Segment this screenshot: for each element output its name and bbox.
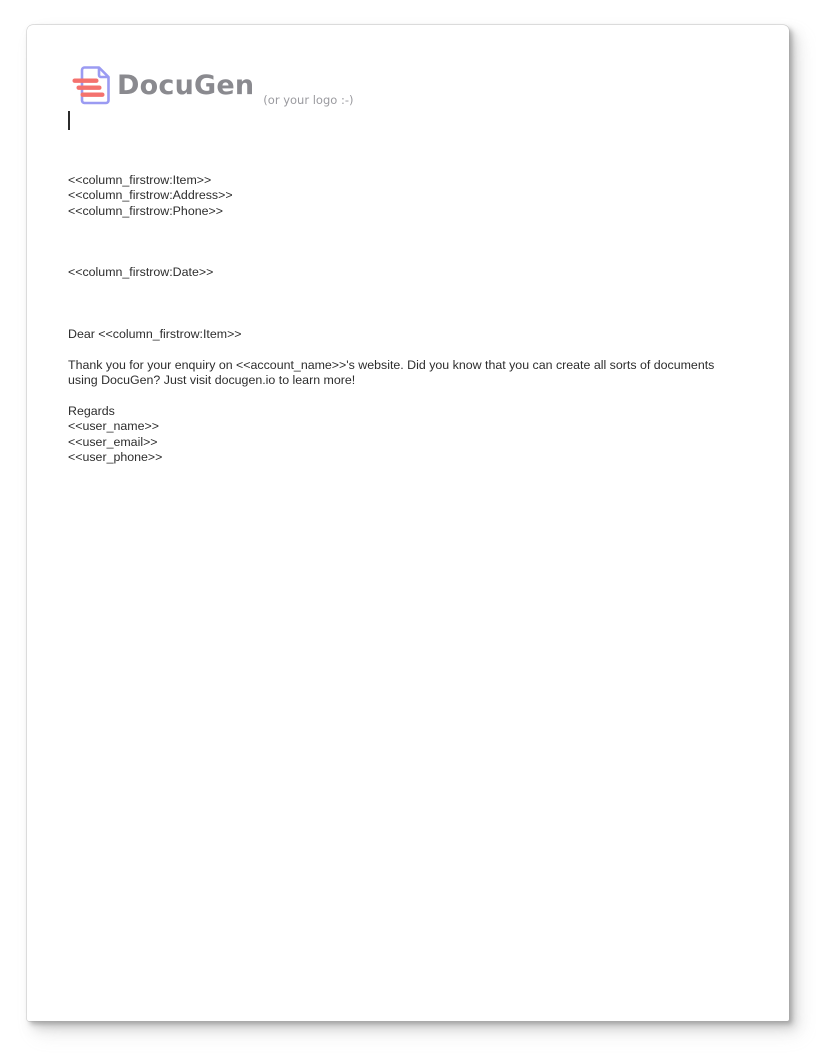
- spacer-line: [68, 296, 748, 311]
- document-page-content: [27, 25, 789, 1021]
- recipient-line-item: <<column_firstrow:Item>>: [68, 173, 212, 187]
- brand-wordmark: DocuGen: [117, 70, 255, 101]
- closing-line: Regards: [68, 403, 115, 418]
- salutation-line: Dear <<column_firstrow:Item>>: [68, 326, 242, 341]
- document-body[interactable]: [68, 173, 748, 466]
- signature-line-user-phone: <<user_phone>>: [68, 450, 163, 465]
- signature-line-user-name: <<user_name>>: [68, 419, 159, 434]
- date-line: <<column_firstrow:Date>>: [68, 265, 214, 280]
- spacer-line: [68, 342, 748, 357]
- logo-placeholder-note: (or your logo :-): [263, 93, 354, 107]
- recipient-line-address: <<column_firstrow:Address>>: [68, 188, 233, 203]
- document-page[interactable]: [27, 25, 789, 1021]
- spacer-line: [68, 219, 748, 234]
- document-logo-icon: [69, 62, 115, 108]
- document-logo-header[interactable]: [69, 62, 353, 108]
- spacer-line: [68, 235, 748, 250]
- spacer-line: [68, 312, 748, 327]
- spacer-line: [68, 389, 748, 404]
- recipient-line-phone: <<column_firstrow:Phone>>: [68, 203, 223, 218]
- text-cursor-caret: [68, 111, 70, 130]
- body-paragraph: Thank you for your enquiry on <<account_name>>'s website. Did you know that you can create all sorts of documents using DocuGen? Just visit docugen.io to learn more!: [68, 357, 715, 388]
- spacer-line: [68, 250, 748, 265]
- spacer-line: [68, 281, 748, 296]
- signature-line-user-email: <<user_email>>: [68, 434, 158, 449]
